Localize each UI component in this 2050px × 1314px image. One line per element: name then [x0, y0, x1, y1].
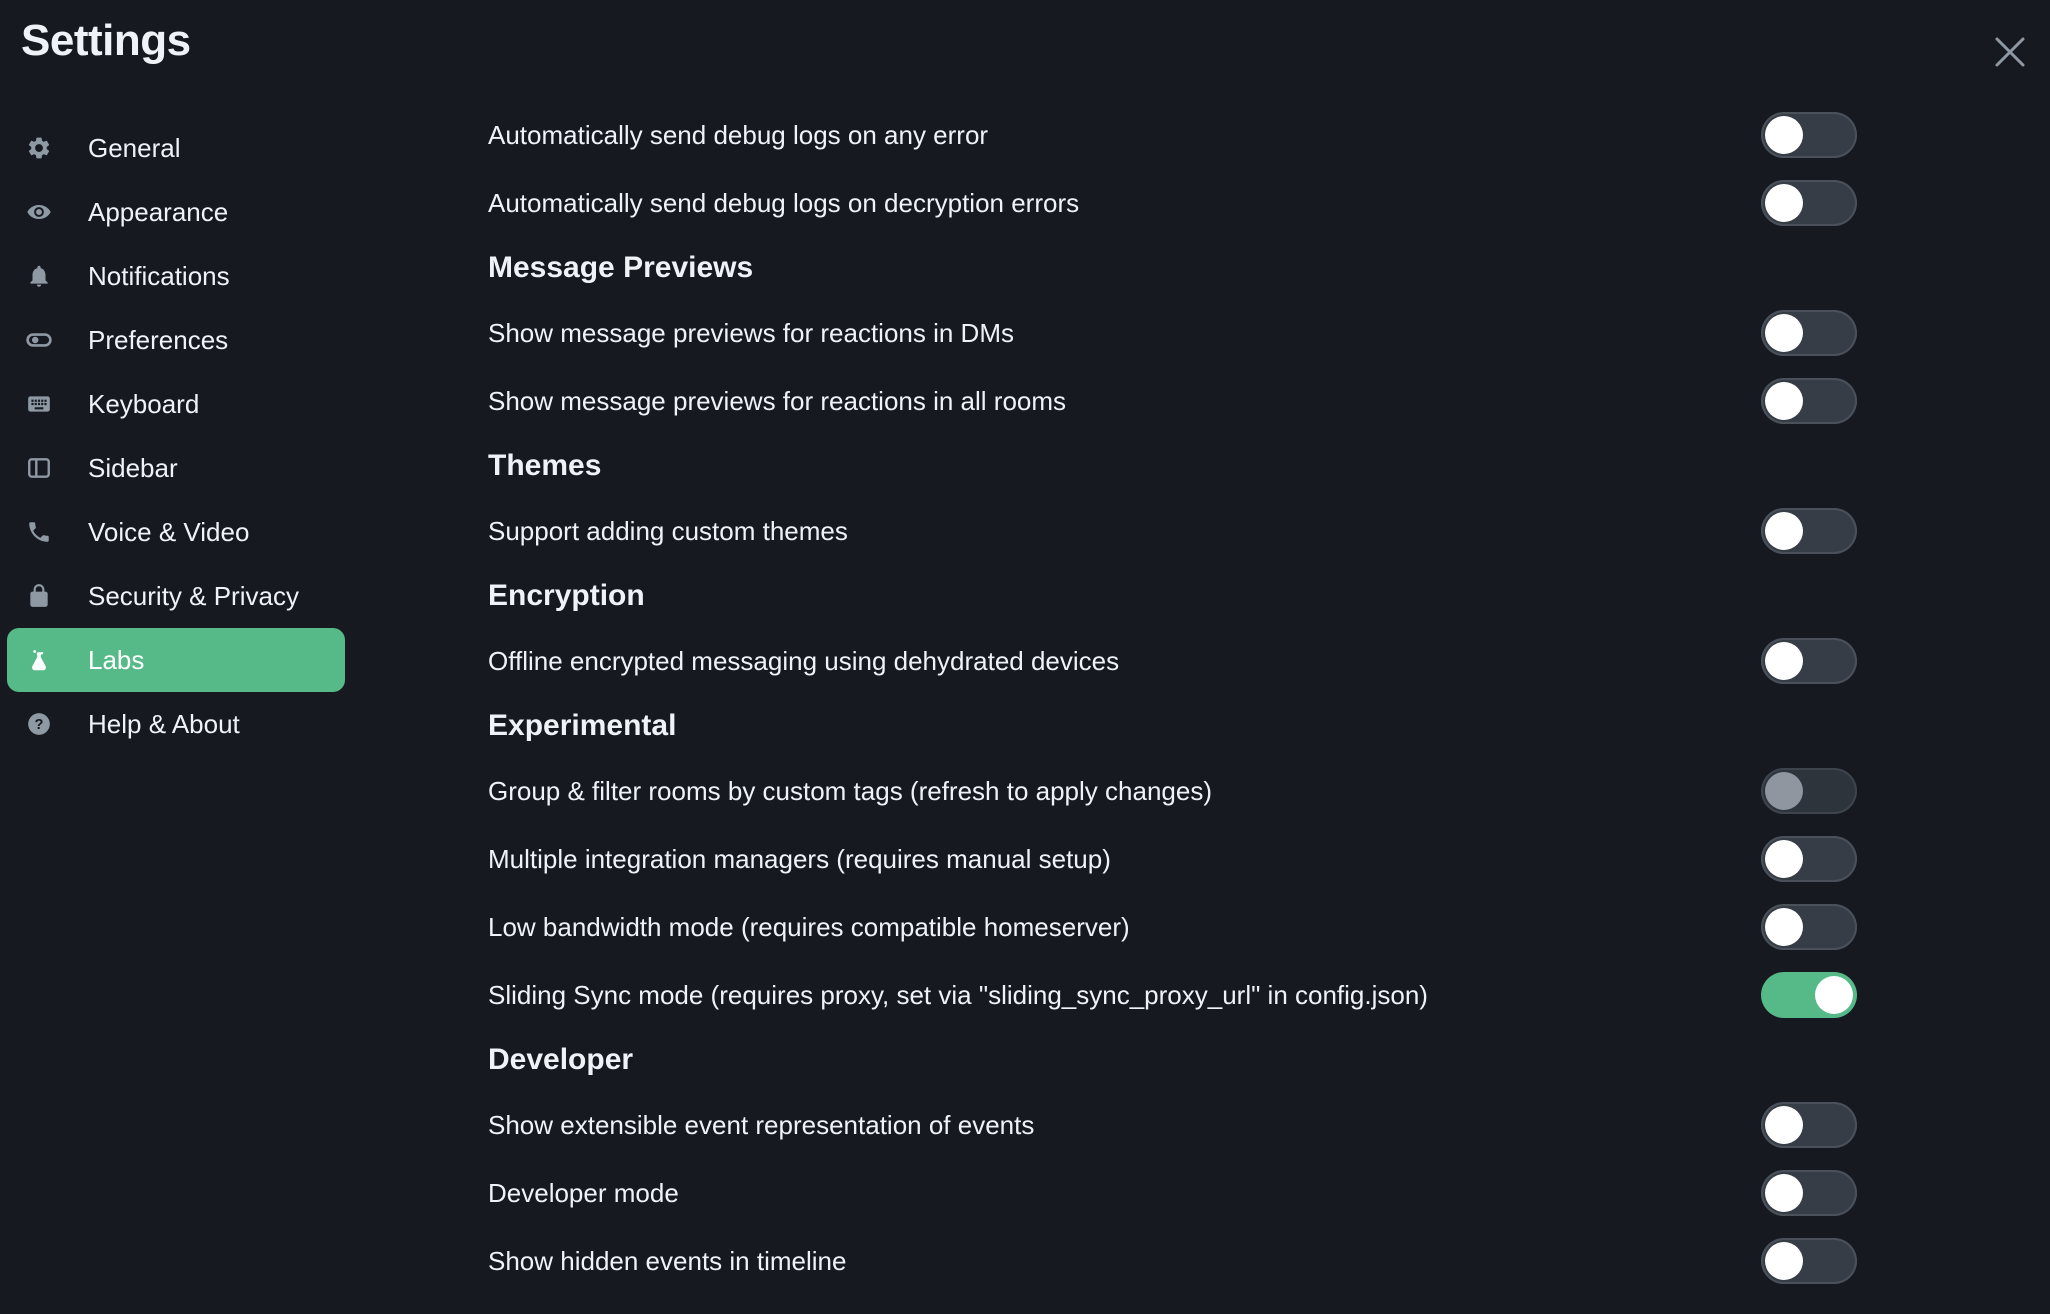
- sidebar-item-voice-and-video[interactable]: [7, 500, 345, 564]
- section-heading-message-previews: Message Previews: [488, 251, 754, 284]
- setting-label: Automatically send debug logs on any error: [488, 119, 989, 150]
- toggle-knob: [1765, 908, 1803, 946]
- section-heading-developer: Developer: [488, 1043, 634, 1076]
- sidebar-item-security-and-privacy[interactable]: [7, 564, 345, 628]
- section-heading-experimental: Experimental: [488, 709, 677, 742]
- setting-row-automatically-send-debug-logs-on-any-err: [488, 101, 1863, 169]
- svg-text:?: ?: [34, 716, 44, 733]
- eye-icon: [25, 198, 53, 226]
- setting-label: Low bandwidth mode (requires compatible homeserver): [488, 911, 1130, 942]
- toggle-icon: [25, 326, 53, 354]
- setting-label: Group & filter rooms by custom tags (refresh to apply changes): [488, 775, 1212, 806]
- toggle-knob: [1765, 1174, 1803, 1212]
- toggle-knob: [1765, 1106, 1803, 1144]
- toggle-switch: [1761, 768, 1857, 814]
- sidebar-item-appearance[interactable]: [7, 180, 345, 244]
- setting-row-developer-mode: [488, 1159, 1863, 1227]
- gear-icon: [25, 134, 53, 162]
- setting-row-group-and-filter-rooms-by-custom-tags-re: [488, 757, 1863, 825]
- close-button[interactable]: [1994, 36, 2026, 68]
- toggle-switch[interactable]: [1761, 836, 1857, 882]
- setting-label: Offline encrypted messaging using dehydrated devices: [488, 645, 1120, 676]
- section-heading-encryption: Encryption: [488, 579, 645, 612]
- sidebar-item-sidebar[interactable]: [7, 436, 345, 500]
- toggle-switch[interactable]: [1761, 378, 1857, 424]
- toggle-switch[interactable]: [1761, 638, 1857, 684]
- sidebar-icon: [25, 454, 53, 482]
- setting-label: Show hidden events in timeline: [488, 1245, 847, 1276]
- setting-row-automatically-send-debug-logs-on-decrypt: [488, 169, 1863, 237]
- setting-label: Automatically send debug logs on decryption errors: [488, 187, 1080, 218]
- toggle-knob: [1765, 512, 1803, 550]
- toggle-switch[interactable]: [1761, 310, 1857, 356]
- sidebar-item-label: Preferences: [88, 324, 229, 355]
- setting-row-low-bandwidth-mode-requires-compatible-h: [488, 893, 1863, 961]
- sidebar-item-notifications[interactable]: [7, 244, 345, 308]
- toggle-knob: [1765, 184, 1803, 222]
- toggle-switch[interactable]: [1761, 180, 1857, 226]
- sidebar-item-label: Labs: [88, 644, 145, 675]
- sidebar-item-label: Notifications: [88, 260, 230, 291]
- toggle-switch[interactable]: [1761, 1170, 1857, 1216]
- setting-label: Show message previews for reactions in all rooms: [488, 385, 1067, 416]
- toggle-switch[interactable]: [1761, 1102, 1857, 1148]
- help-icon: [25, 710, 53, 738]
- setting-row-show-hidden-events-in-timeline: [488, 1227, 1863, 1295]
- sidebar-item-help-and-about[interactable]: [7, 692, 345, 756]
- flask-icon: [25, 646, 53, 674]
- setting-label: Sliding Sync mode (requires proxy, set via "sliding_sync_proxy_url" in config.json): [488, 979, 1428, 1010]
- keyboard-icon: [25, 390, 53, 418]
- lock-icon: [25, 582, 53, 610]
- sidebar-item-keyboard[interactable]: [7, 372, 345, 436]
- sidebar-item-label: Security & Privacy: [88, 580, 299, 611]
- toggle-knob: [1765, 840, 1803, 878]
- setting-label: Support adding custom themes: [488, 515, 848, 546]
- settings-content: [488, 101, 1863, 1295]
- toggle-knob: [1765, 382, 1803, 420]
- toggle-knob: [1765, 1242, 1803, 1280]
- close-icon: [1994, 55, 2026, 72]
- toggle-knob: [1765, 116, 1803, 154]
- sidebar-item-preferences[interactable]: [7, 308, 345, 372]
- phone-icon: [25, 518, 53, 546]
- sidebar-item-labs[interactable]: [7, 628, 345, 692]
- toggle-switch[interactable]: [1761, 112, 1857, 158]
- toggle-knob: [1765, 642, 1803, 680]
- setting-label: Show message previews for reactions in DMs: [488, 317, 1014, 348]
- toggle-knob: [1765, 772, 1803, 810]
- sidebar-item-label: General: [88, 132, 181, 163]
- setting-row-show-message-previews-for-reactions-in-d: [488, 299, 1863, 367]
- setting-label: Developer mode: [488, 1177, 679, 1208]
- setting-row-offline-encrypted-messaging-using-dehydr: [488, 627, 1863, 695]
- section-heading-themes: Themes: [488, 449, 602, 482]
- page-title: Settings: [21, 16, 191, 65]
- toggle-switch[interactable]: [1761, 972, 1857, 1018]
- setting-label: Show extensible event representation of events: [488, 1109, 1035, 1140]
- toggle-knob: [1765, 314, 1803, 352]
- bell-icon: [25, 262, 53, 290]
- setting-row-show-extensible-event-representation-of-: [488, 1091, 1863, 1159]
- setting-row-sliding-sync-mode-requires-proxy-set-via: [488, 961, 1863, 1029]
- setting-row-support-adding-custom-themes: [488, 497, 1863, 565]
- sidebar-item-label: Help & About: [88, 708, 240, 739]
- sidebar-item-label: Appearance: [88, 196, 229, 227]
- toggle-switch[interactable]: [1761, 508, 1857, 554]
- sidebar-item-label: Voice & Video: [88, 516, 250, 547]
- toggle-knob: [1815, 976, 1853, 1014]
- toggle-switch[interactable]: [1761, 904, 1857, 950]
- setting-row-multiple-integration-managers-requires-m: [488, 825, 1863, 893]
- toggle-switch[interactable]: [1761, 1238, 1857, 1284]
- settings-sidebar: [0, 116, 380, 756]
- setting-row-show-message-previews-for-reactions-in-a: [488, 367, 1863, 435]
- sidebar-item-label: Keyboard: [88, 388, 200, 419]
- setting-label: Multiple integration managers (requires manual setup): [488, 843, 1111, 874]
- sidebar-item-label: Sidebar: [88, 452, 178, 483]
- sidebar-item-general[interactable]: [7, 116, 345, 180]
